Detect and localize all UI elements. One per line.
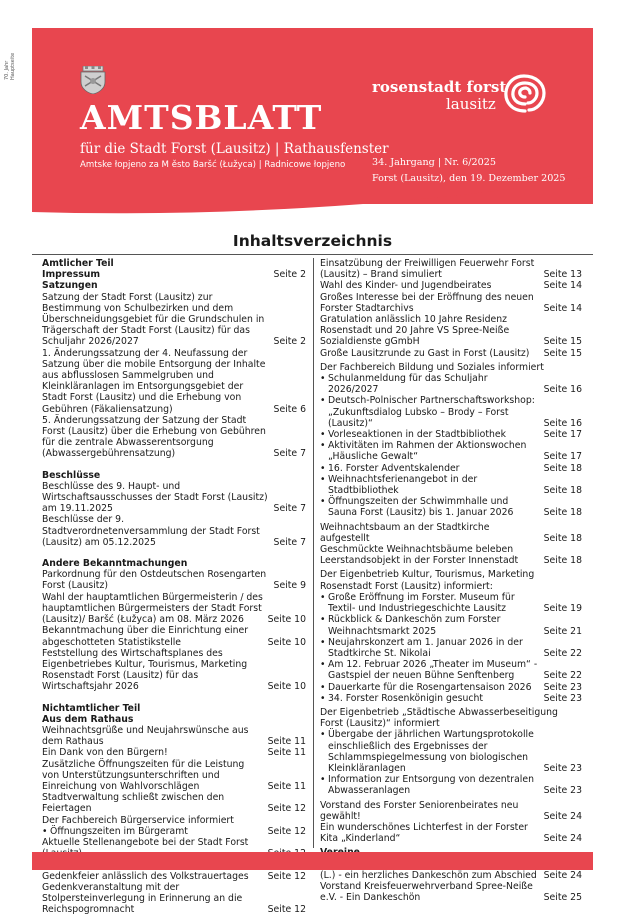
toc-entry-page: Seite 14: [543, 302, 582, 314]
toc-entry-title: Am 12. Februar 2026 „Theater im Museum“ - Gastspiel der neuen Bühne Senftenberg: [328, 659, 538, 682]
toc-entry: [42, 792, 306, 814]
toc-entry-page: Seite 23: [543, 692, 582, 704]
toc-entry-page: Seite 13: [543, 269, 582, 281]
toc-entry-title: Weihnachtsgrüße und Neujahrswünsche aus dem Rathaus: [42, 724, 249, 748]
toc-divider: [32, 254, 593, 255]
toc-entry: [320, 544, 582, 566]
toc-entry-title: Information zur Entsorgung von dezentralen Abwasseranlagen: [328, 774, 534, 797]
toc-entry: [42, 348, 306, 415]
section-heading: Amtlicher Teil: [42, 258, 114, 269]
toc-right-column: [320, 258, 582, 903]
toc-entry-title: Einsatzübung der Freiwilligen Feuerwehr Forst (Lausitz) – Brand simuliert: [320, 258, 535, 281]
toc-entry-page: Seite 2: [273, 336, 306, 348]
toc-entry-page: Seite 19: [543, 603, 582, 615]
toc-bullet-entry: [320, 463, 582, 474]
bullet-icon: •: [320, 496, 326, 508]
toc-entry-title: Bekanntmachung über die Einrichtung einer abgeschotteten Statistikstelle: [42, 625, 249, 648]
toc-entry-page: Seite 11: [267, 736, 306, 748]
toc-entry: [42, 625, 306, 647]
toc-entry: [42, 759, 306, 793]
toc-bullet-entry: [320, 682, 582, 693]
toc-entry-title: 5. Änderungssatzung der Satzung der Stadt Forst (Lausitz) über die Erhebung von Gebühren für die zentrale Abwasserentsorgung (Abwassergebührensatzung): [42, 414, 266, 460]
footer-band: [32, 852, 593, 870]
toc-entry: [320, 258, 582, 280]
toc-entry-page: Seite 24: [543, 833, 582, 845]
toc-entry-page: Seite 25: [543, 892, 582, 904]
bullet-icon: •: [320, 614, 326, 626]
group-heading: Der Fachbereich Bürgerservice informiert: [42, 814, 234, 826]
toc-entry-title: Große Eröffnung im Forster. Museum für Textil- und Industriegeschichte Lausitz: [328, 591, 515, 615]
toc-entry-page: Seite 2: [273, 269, 306, 281]
toc-entry: [320, 881, 582, 903]
subsection-heading: Satzungen: [42, 280, 98, 292]
toc-entry-page: Seite 23: [543, 785, 582, 797]
spacer: [42, 548, 306, 558]
toc-entry-page: Seite 11: [267, 780, 306, 792]
toc-bullet-entry: [320, 395, 582, 429]
toc-entry-title: (L.) - ein herzliches Dankeschön zum Abschied: [320, 869, 537, 881]
bullet-icon: •: [42, 825, 48, 837]
toc-entry-title: Wahl der hauptamtlichen Bürgermeisterin / des hauptamtlichen Bürgermeisters der Stadt Forst (Lausitz)/ Baršć (Łužyca) am 08. März 2026: [42, 591, 263, 626]
toc-entry-page: Seite 16: [543, 417, 582, 429]
toc-entry-page: Seite 18: [543, 507, 582, 519]
toc-entry-title: Gedenkfeier anlässlich des Volkstrauertages: [42, 870, 249, 882]
bullet-icon: •: [320, 473, 326, 485]
subsection-heading: Aus dem Rathaus: [42, 713, 134, 725]
toc-entry: [42, 747, 306, 758]
toc-entry: [42, 648, 306, 693]
toc-bullet-entry: [320, 440, 582, 462]
toc-entry-title: Ein wunderschönes Lichterfest in der Forster Kita „Kinderland“: [320, 821, 528, 845]
bullet-icon: •: [320, 636, 326, 648]
toc-entry-page: Seite 14: [543, 280, 582, 292]
toc-bullet-entry: [320, 592, 582, 614]
toc-bullet-entry: [320, 729, 582, 774]
toc-entry-title: 16. Forster Adventskalender: [328, 462, 460, 474]
toc-entry-page: Seite 10: [267, 636, 306, 648]
toc-entry-title: Beschlüsse der 9. Stadtverordnetenversammlung der Stadt Forst (Lausitz) am 05.12.2025: [42, 514, 260, 548]
toc-entry-title: Zusätzliche Öffnungszeiten für die Leistung von Unterstützungsunterschriften und Einreichung von Wahlvorschlägen: [42, 758, 245, 792]
bullet-icon: •: [320, 395, 326, 407]
toc-entry-title: Neujahrskonzert am 1. Januar 2026 in der Stadtkirche St. Nikolai: [328, 636, 523, 659]
toc-entry-page: Seite 10: [267, 681, 306, 693]
toc-bullet-entry: [320, 659, 582, 681]
toc-entry-page: Seite 18: [543, 462, 582, 474]
spacer: [42, 460, 306, 470]
toc-entry-title: Vorstand des Forster Seniorenbeirates neu gewählt!: [320, 799, 519, 822]
issue-info: 34. Jahrgang | Nr. 6/2025: [372, 157, 496, 168]
toc-entry-page: Seite 6: [273, 403, 306, 415]
toc-entry-page: Seite 7: [273, 448, 306, 460]
toc-entry-page: Seite 22: [543, 670, 582, 682]
toc-entry-title: 34. Forster Rosenkönigin gesucht: [328, 692, 483, 704]
toc-entry-title: Aktuelle Stellenangebote bei der Stadt Forst: [42, 836, 249, 848]
section-heading: Beschlüsse: [42, 469, 101, 481]
spacer: [42, 693, 306, 703]
toc-entry: [320, 280, 582, 291]
toc-bullet-entry: [42, 826, 306, 837]
toc-entry: [320, 822, 582, 844]
toc-entry-title: Öffnungszeiten im Bürgeramt: [50, 825, 188, 837]
brand-name: rosenstadt forst: [372, 78, 507, 96]
toc-entry-title: Parkordnung für den Ostdeutschen Rosengarten Forst (Lausitz): [42, 569, 267, 592]
toc-entry-page: Seite 12: [267, 825, 306, 837]
toc-entry: [42, 481, 306, 515]
toc-entry: [320, 314, 582, 348]
toc-entry-title: Vorleseaktionen in der Stadtbibliothek: [328, 429, 506, 441]
toc-entry-title: Vorstand Kreisfeuerwehrverband Spree-Neiße e.V. - Ein Dankeschön: [320, 880, 533, 904]
toc-entry: [42, 269, 306, 280]
subtitle: für die Stadt Forst (Lausitz) | Rathausfenster: [80, 141, 389, 157]
toc-entry: [42, 569, 306, 591]
toc-entry-title: Feststellung des Wirtschaftsplanes des Eigenbetriebes Kultur, Tourismus, Marketing Rosenstadt Forst (Lausitz) für das Wirtschaftsjahr 2026: [42, 647, 248, 693]
toc-entry-title: Übergabe der jährlichen Wartungsprotokolle einschließlich des Ergebnisses der Schlammspiegelmessung von biologischen Kleinkläranlagen: [328, 729, 534, 774]
toc-entry-title: Stadtverwaltung schließt zwischen den Feiertagen: [42, 792, 225, 815]
toc-entry-page: Seite 23: [543, 681, 582, 693]
toc-bullet-entry: [320, 429, 582, 440]
toc-entry-page: Seite 18: [543, 555, 582, 567]
bullet-icon: •: [320, 440, 326, 452]
page-title: AMTSBLATT: [80, 98, 323, 137]
toc-entry-title: Impressum: [42, 269, 101, 281]
toc-entry-title: Großes Interesse bei der Eröffnung des neuen Forster Stadtarchivs: [320, 291, 534, 314]
toc-entry-title: Große Lausitzrunde zu Gast in Forst (Lausitz): [320, 347, 530, 359]
group-heading: Der Eigenbetrieb „Städtische Abwasserbeseitigung Forst (Lausitz)“ informiert: [320, 706, 558, 730]
toc-entry-title: Dauerkarte für die Rosengartensaison 2026: [328, 681, 532, 693]
toc-entry: [42, 292, 306, 348]
toc-entry: [320, 800, 582, 822]
toc-entry: [42, 871, 306, 882]
sorbian-subtitle: Amtske łopjeno za M ěsto Baršć (Łužyca) | Radnicowe łopjeno: [80, 160, 346, 170]
toc-bullet-entry: [320, 774, 582, 796]
toc-entry-title: Gratulation anlässlich 10 Jahre Residenz Rosenstadt und 20 Jahre VS Spree-Neiße Sozialdienste gGmbH: [320, 314, 510, 348]
toc-entry-page: Seite 17: [543, 429, 582, 441]
toc-entry-page: Seite 22: [543, 647, 582, 659]
toc-entry-title: Öffnungszeiten der Schwimmhalle und Sauna Forst (Lausitz) bis 1. Januar 2026: [328, 496, 514, 519]
section-heading: Nichtamtlicher Teil: [42, 702, 141, 714]
toc-entry-page: Seite 7: [273, 503, 306, 515]
toc-entry: [42, 592, 306, 626]
toc-entry: [320, 522, 582, 544]
rose-icon: [502, 72, 548, 114]
toc-entry-page: Seite 12: [267, 870, 306, 882]
toc-bullet-entry: [320, 614, 582, 636]
toc-bullet-entry: [320, 496, 582, 518]
toc-entry-page: Seite 12: [267, 803, 306, 815]
toc-entry-page: Seite 23: [543, 762, 582, 774]
toc-entry-title: Weihnachtsbaum an der Stadtkirche aufgestellt: [320, 521, 490, 544]
issue-date: Forst (Lausitz), den 19. Dezember 2025: [372, 173, 566, 184]
toc-entry: [42, 725, 306, 747]
bullet-icon: •: [320, 729, 326, 741]
toc-entry-page: Seite 18: [543, 532, 582, 544]
toc-bullet-entry: [320, 474, 582, 496]
toc-entry-title: 1. Änderungssatzung der 4. Neufassung der Satzung über die mobile Entsorgung der Inhalte aus abflusslosen Sammelgruben und Kleinkläranlagen im Entsorgungsgebiet der Stadt Forst (Lausitz) und die Erhebung von Gebühren (Fäkaliensatzung): [42, 347, 266, 415]
toc-entry-page: Seite 7: [273, 536, 306, 548]
toc-entry-page: Seite 24: [543, 810, 582, 822]
bullet-icon: •: [320, 692, 326, 704]
bullet-icon: •: [320, 429, 326, 441]
toc-entry-page: Seite 16: [543, 384, 582, 396]
toc-entry-page: Seite 9: [273, 580, 306, 592]
group-heading: Der Fachbereich Bildung und Soziales informiert: [320, 361, 544, 373]
toc-entry-title: Weihnachtsferienangebot in der Stadtbibliothek: [328, 473, 478, 497]
toc-entry-page: Seite 18: [543, 485, 582, 497]
toc-entry: [42, 514, 306, 548]
bullet-icon: •: [320, 373, 326, 385]
group-heading: Der Eigenbetrieb Kultur, Tourismus, Marketing Rosenstadt Forst (Lausitz) informiert:: [320, 569, 535, 592]
toc-entry-title: Deutsch-Polnischer Partnerschaftsworkshop: „Zukunftsdialog Lubsko – Brody – Forst (Lausitz)“: [328, 395, 535, 429]
toc-entry: [42, 882, 306, 915]
toc-bullet-entry: [320, 637, 582, 659]
bullet-icon: •: [320, 659, 326, 671]
bullet-icon: •: [320, 591, 326, 603]
bullet-icon: •: [320, 681, 326, 693]
section-heading: Andere Bekanntmachungen: [42, 558, 188, 570]
toc-entry: [42, 415, 306, 460]
toc-bullet-entry: [320, 693, 582, 704]
toc-entry-title: Rückblick & Dankeschön zum Forster Weihnachtsmarkt 2025: [328, 614, 501, 637]
toc-bullet-entry: [320, 373, 582, 395]
toc-entry-page: Seite 21: [543, 625, 582, 637]
toc-entry-title: Gedenkveranstaltung mit der Stolpersteinverlegung in Erinnerung an die Reichspogromnacht: [42, 881, 243, 915]
toc-entry-page: Seite 24: [543, 869, 582, 881]
toc-entry-title: Ein Dank von den Bürgern!: [42, 747, 168, 759]
toc-left-column: [42, 258, 306, 915]
toc-entry: [320, 348, 582, 359]
toc-entry-page: Seite 15: [543, 336, 582, 348]
bullet-icon: •: [320, 462, 326, 474]
toc-title: Inhaltsverzeichnis: [232, 232, 393, 250]
toc-entry-page: Seite 10: [267, 614, 306, 626]
bullet-icon: •: [320, 774, 326, 786]
toc-entry-page: Seite 12: [267, 904, 306, 915]
toc-entry-title: Aktivitäten im Rahmen der Aktionswochen „Häusliche Gewalt“: [328, 440, 527, 463]
toc-entry: [320, 292, 582, 314]
brand-region: lausitz: [446, 95, 496, 113]
toc-entry-page: Seite 17: [543, 451, 582, 463]
toc-entry-page: Seite 11: [267, 747, 306, 759]
side-note: 70. Jahr Hauptseite: [4, 52, 16, 80]
toc-entry-title: Geschmückte Weihnachtsbäume beleben Leerstandsobjekt in der Forster Innenstadt: [320, 544, 519, 567]
column-divider: [313, 258, 314, 848]
toc-entry-page: Seite 15: [543, 347, 582, 359]
toc-entry-title: Beschlüsse des 9. Haupt- und Wirtschaftsausschusses der Stadt Forst (Lausitz) am 19.11.2025: [42, 480, 268, 515]
toc-entry-title: Wahl des Kinder- und Jugendbeirates: [320, 280, 492, 292]
toc-entry-title: Satzung der Stadt Forst (Lausitz) zur Bestimmung von Schulbezirken und dem Überschneidungsgebiet für die Grundschulen in Trägerschaft der Stadt Forst (Lausitz) für das Schuljahr 2026/2027: [42, 291, 265, 348]
town-crest-icon: [80, 66, 106, 94]
toc-entry-title: Schulanmeldung für das Schuljahr 2026/2027: [328, 373, 488, 396]
